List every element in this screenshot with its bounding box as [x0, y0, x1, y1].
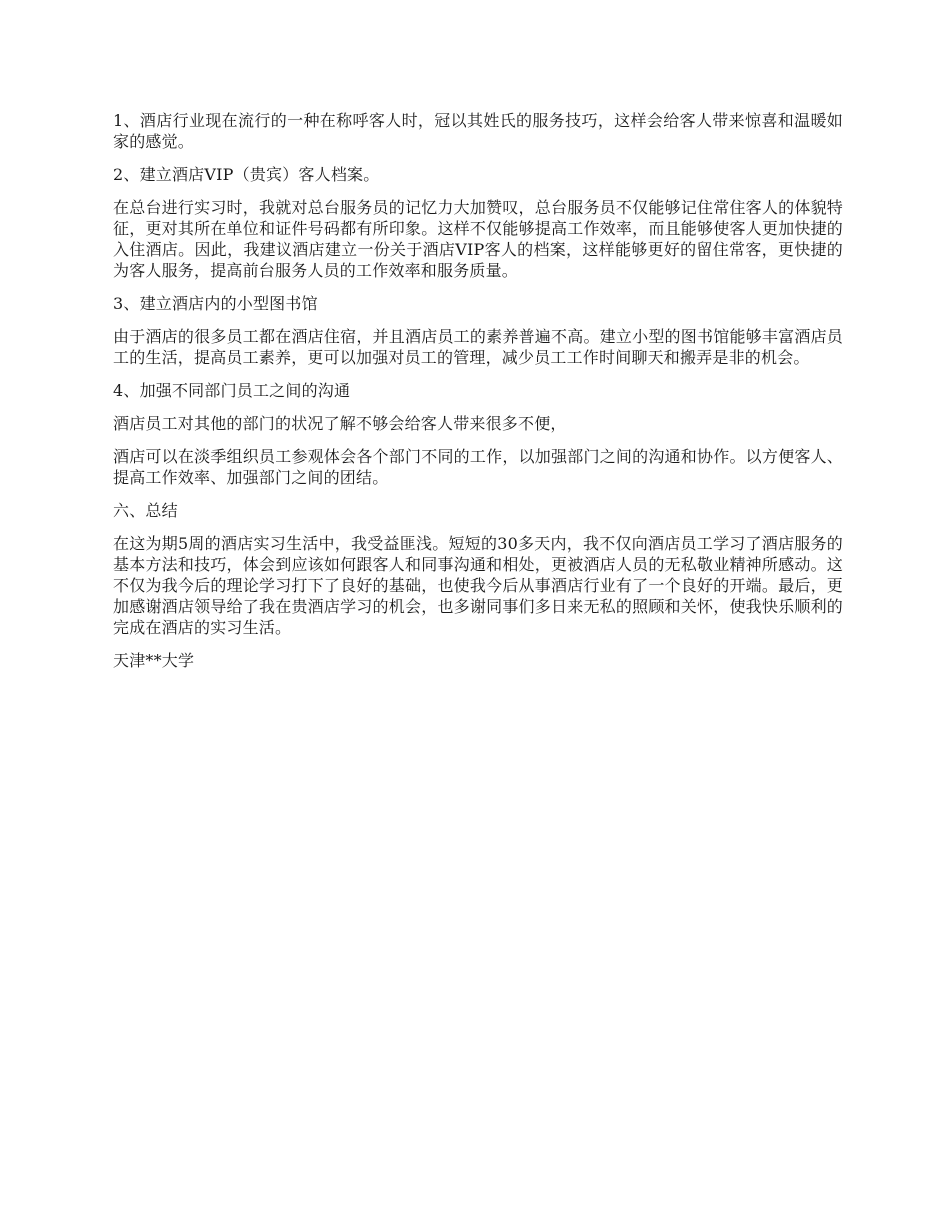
paragraph-tip-1: 1、酒店行业现在流行的一种在称呼客人时，冠以其姓氏的服务技巧，这样会给客人带来惊喜和温暖如家的感觉。	[113, 111, 843, 151]
paragraph-tip-2-heading: 2、建立酒店VIP（贵宾）客人档案。	[113, 165, 380, 184]
signature-university: 天津**大学	[113, 651, 195, 670]
paragraph-tip-3-heading: 3、建立酒店内的小型图书馆	[113, 294, 318, 313]
paragraph-summary-body: 在这为期5周的酒店实习生活中，我受益匪浅。短短的30多天内，我不仅向酒店员工学习了酒店服务的基本方法和技巧，体会到应该如何跟客人和同事沟通和相处，更被酒店人员的无私敬业精神所感动。这不仅为我今后的理论学习打下了良好的基础，也使我今后从事酒店行业有了一个良好的开端。最后，更加感谢酒店领导给了我在贵酒店学习的机会，也多谢同事们多日来无私的照顾和关怀，使我快乐顺利的完成在酒店的实习生活。	[113, 534, 843, 637]
paragraph-tip-4-body-2: 酒店可以在淡季组织员工参观体会各个部门不同的工作，以加强部门之间的沟通和协作。以方便客人、提高工作效率、加强部门之间的团结。	[113, 447, 843, 487]
paragraph-tip-4-heading: 4、加强不同部门员工之间的沟通	[113, 381, 351, 400]
paragraph-tip-2-body: 在总台进行实习时，我就对总台服务员的记忆力大加赞叹，总台服务员不仅能够记住常住客人的体貌特征，更对其所在单位和证件号码都有所印象。这样不仅能够提高工作效率，而且能够使客人更加快捷的入住酒店。因此，我建议酒店建立一份关于酒店VIP客人的档案，这样能够更好的留住常客，更快捷的为客人服务，提高前台服务人员的工作效率和服务质量。	[113, 198, 843, 280]
paragraph-tip-3-body: 由于酒店的很多员工都在酒店住宿，并且酒店员工的素养普遍不高。建立小型的图书馆能够丰富酒店员工的生活，提高员工素养，更可以加强对员工的管理，减少员工工作时间聊天和搬弄是非的机会。	[113, 327, 843, 367]
section-heading-summary: 六、总结	[113, 501, 178, 520]
paragraph-tip-4-body-1: 酒店员工对其他的部门的状况了解不够会给客人带来很多不便，	[113, 414, 567, 433]
document-body	[113, 110, 843, 683]
